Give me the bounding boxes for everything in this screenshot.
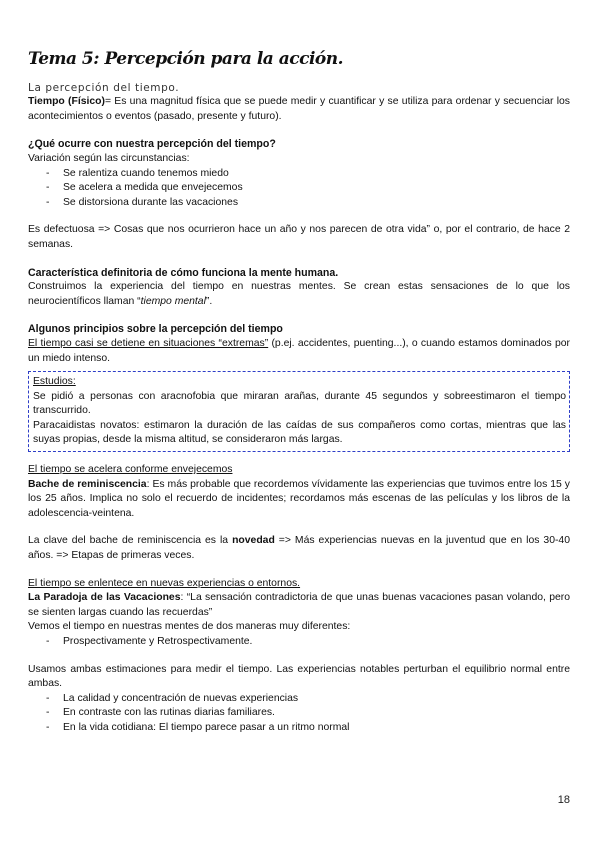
list-item: - Se distorsiona durante las vacaciones — [46, 196, 570, 211]
section5-text — [28, 591, 570, 620]
section4-key — [28, 534, 570, 563]
section5-para: Usamos ambas estimaciones para medir el tiempo. Las experiencias notables perturban el equilibrio normal entre ambas. — [28, 663, 570, 690]
section2-text — [28, 280, 570, 309]
page-title: Tema 5: Percepción para la acción. — [28, 49, 344, 69]
key-before: La clave del bache de reminiscencia es la — [28, 535, 233, 547]
study-1: Se pidió a personas con aracnofobia que miraran arañas, durante 45 segundos y sobreestimaron el tiempo transcurrido. — [33, 390, 566, 417]
section5-lead: Vemos el tiempo en nuestras mentes de dos maneras muy diferentes: — [28, 621, 351, 633]
section4-term: Bache de reminiscencia — [28, 478, 147, 490]
section1-defect: Es defectuosa => Cosas que nos ocurrieron hace un año y nos parecen de otra vida” o, por el contrario, de hace 2 semanas. — [28, 224, 570, 250]
list-item: - En contraste con las rutinas diarias familiares. — [46, 706, 570, 721]
section4-text — [28, 478, 570, 522]
intro-text: = Es una magnitud física que se puede medir y cuantificar y se utiliza para ordenar y secuenciar los acontecimientos o eventos (pasado, presente y futuro). — [28, 96, 570, 122]
section4-body: : Es más probable que recordemos vívidamente las experiencias que tuvimos entre los 15 y los 25 años. Implica no solo el recuerdo de incidentes; recordamos más escenas de las películas y los libros de la adolescencia-veintena. — [28, 478, 570, 519]
section-subtitle: La percepción del tiempo. — [28, 81, 180, 94]
section2-heading: Característica definitoria de cómo funciona la mente humana. — [28, 266, 339, 279]
page-number: 18 — [557, 794, 570, 807]
section5-list2 — [28, 692, 570, 736]
section1-heading: ¿Qué ocurre con nuestra percepción del tiempo? — [28, 138, 276, 151]
intro-paragraph — [28, 95, 570, 124]
section1-lead: Variación según las circunstancias: — [28, 152, 190, 164]
list-item: - Se ralentiza cuando tenemos miedo — [46, 167, 570, 182]
section5-list — [28, 635, 570, 650]
tiempo-mental: tiempo mental — [140, 295, 206, 307]
list-item: - Prospectivamente y Retrospectivamente. — [46, 635, 570, 650]
section1-list — [28, 167, 570, 211]
section2-text-a: Construimos la experiencia del tiempo en nuestras mentes. Se crean estas sensaciones de lo que los neurocientíficos llaman “ — [28, 281, 570, 307]
section5-term: La Paradoja de las Vacaciones — [28, 592, 181, 604]
intro-term: Tiempo (Físico) — [28, 96, 105, 108]
studies-box — [28, 371, 570, 452]
section3-underlined: El tiempo casi se detiene en situaciones “extremas” — [28, 337, 269, 349]
section3-rest: (p.ej. accidentes, puenting...), o cuando estamos dominados por un miedo intenso. — [28, 337, 570, 364]
key-bold: novedad — [232, 535, 275, 547]
section4-heading: El tiempo se acelera conforme envejecemos — [28, 464, 233, 476]
study-2: Paracaidistas novatos: estimaron la duración de las caídas de sus compañeros como cortas, mientras que las suyas propias, desde la misma altitud, se consideraron más largas. — [33, 419, 566, 446]
document-page — [28, 49, 571, 736]
studies-label: Estudios: — [33, 376, 76, 388]
list-item: - La calidad y concentración de nuevas experiencias — [46, 692, 570, 707]
list-item: - En la vida cotidiana: El tiempo parece pasar a un ritmo normal — [46, 721, 570, 736]
section3-text — [28, 337, 570, 366]
section3-heading: Algunos principios sobre la percepción del tiempo — [28, 323, 283, 336]
section5-heading: El tiempo se enlentece en nuevas experiencias o entornos. — [28, 577, 301, 589]
section2-text-b: ”. — [205, 295, 213, 307]
key-after: => Más experiencias nuevas en la juventud que en los 30-40 años. => Etapas de primeras veces. — [28, 535, 570, 562]
list-item: - Se acelera a medida que envejecemos — [46, 181, 570, 196]
section5-body: : “La sensación contradictoria de que unas buenas vacaciones pasan volando, pero se sienten largas cuando las recuerdas” — [28, 592, 571, 618]
